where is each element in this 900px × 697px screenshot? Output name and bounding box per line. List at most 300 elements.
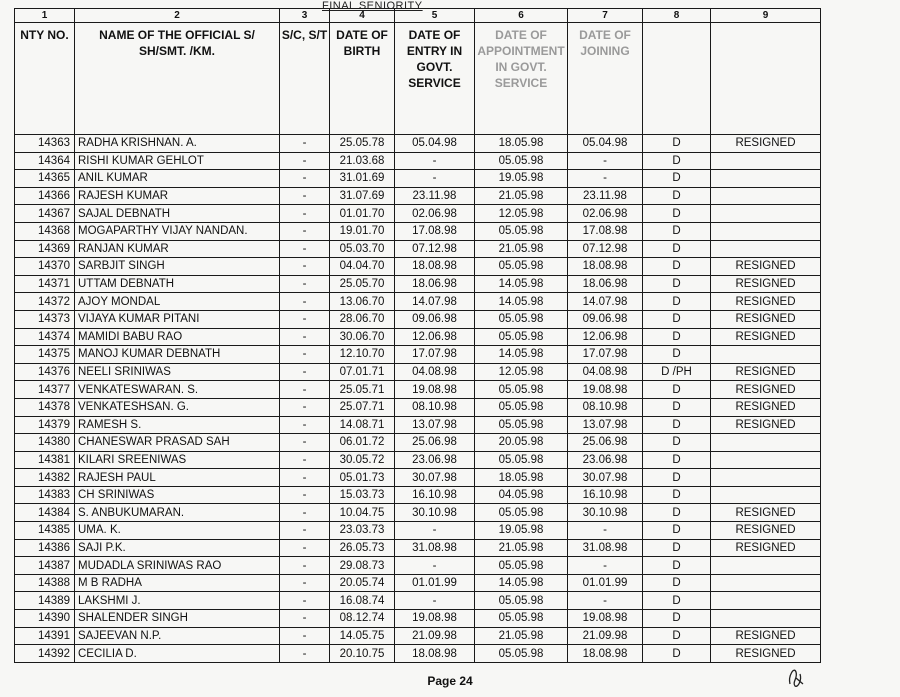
cell-grade: D [643,170,711,188]
cell-dob: 20.05.74 [330,574,395,592]
header-category: S/C, S/T [280,23,330,135]
cell-category: - [280,328,330,346]
cell-sr-no: 14384 [15,504,75,522]
cell-grade: D [643,222,711,240]
cell-appointment-date: 14.05.98 [475,346,568,364]
cell-remarks: RESIGNED [711,504,821,522]
cell-joining-date: 04.08.98 [568,363,643,381]
cell-name: SAJAL DEBNATH [75,205,280,223]
cell-dob: 19.01.70 [330,222,395,240]
cell-name: MUDADLA SRINIWAS RAO [75,557,280,575]
cell-remarks: RESIGNED [711,328,821,346]
cell-name: RISHI KUMAR GEHLOT [75,152,280,170]
cell-remarks: RESIGNED [711,258,821,276]
cell-joining-date: 18.08.98 [568,645,643,663]
cell-remarks: RESIGNED [711,135,821,153]
cell-name: SAJEEVAN N.P. [75,627,280,645]
cell-sr-no: 14381 [15,451,75,469]
cell-dob: 06.01.72 [330,434,395,452]
column-number: 6 [475,9,568,23]
cell-appointment-date: 18.05.98 [475,135,568,153]
cell-entry-date: 01.01.99 [395,574,475,592]
cell-sr-no: 14364 [15,152,75,170]
table-row [15,205,821,223]
table-row [15,328,821,346]
cell-entry-date: - [395,522,475,540]
cell-appointment-date: 18.05.98 [475,469,568,487]
cell-grade: D [643,574,711,592]
cell-sr-no: 14369 [15,240,75,258]
cell-grade: D [643,627,711,645]
cell-appointment-date: 05.05.98 [475,222,568,240]
cell-dob: 29.08.73 [330,557,395,575]
cell-appointment-date: 12.05.98 [475,205,568,223]
cell-joining-date: 17.07.98 [568,346,643,364]
cell-name: UTTAM DEBNATH [75,275,280,293]
table-row [15,152,821,170]
page-footer: Page 24 [427,674,473,688]
cell-appointment-date: 12.05.98 [475,363,568,381]
cell-name: RAJESH KUMAR [75,187,280,205]
cell-remarks: RESIGNED [711,275,821,293]
cell-remarks [711,152,821,170]
cell-grade: D [643,504,711,522]
cell-joining-date: 08.10.98 [568,398,643,416]
cell-joining-date: 19.08.98 [568,381,643,399]
cell-name: S. ANBUKUMARAN. [75,504,280,522]
cell-appointment-date: 21.05.98 [475,539,568,557]
cell-dob: 08.12.74 [330,610,395,628]
cell-remarks: RESIGNED [711,398,821,416]
cell-name: VENKATESWARAN. S. [75,381,280,399]
cell-category: - [280,346,330,364]
cell-category: - [280,205,330,223]
cell-dob: 12.10.70 [330,346,395,364]
cell-category: - [280,187,330,205]
table-row [15,469,821,487]
cell-appointment-date: 04.05.98 [475,486,568,504]
cell-appointment-date: 21.05.98 [475,240,568,258]
cell-joining-date: - [568,170,643,188]
cell-grade: D [643,346,711,364]
cell-entry-date: 18.06.98 [395,275,475,293]
cell-grade: D [643,240,711,258]
cell-category: - [280,398,330,416]
cell-remarks: RESIGNED [711,522,821,540]
cell-name: RAJESH PAUL [75,469,280,487]
table-row [15,170,821,188]
cell-name: SARBJIT SINGH [75,258,280,276]
cell-grade: D [643,557,711,575]
cell-dob: 25.07.71 [330,398,395,416]
cell-sr-no: 14367 [15,205,75,223]
cell-joining-date: 19.08.98 [568,610,643,628]
cell-entry-date: 17.07.98 [395,346,475,364]
cell-sr-no: 14373 [15,310,75,328]
cell-entry-date: 23.06.98 [395,451,475,469]
cell-entry-date: - [395,592,475,610]
cell-appointment-date: 05.05.98 [475,416,568,434]
cell-joining-date: 14.07.98 [568,293,643,311]
cell-remarks: RESIGNED [711,416,821,434]
cell-sr-no: 14383 [15,486,75,504]
table-row [15,310,821,328]
cell-dob: 25.05.71 [330,381,395,399]
cell-grade: D [643,592,711,610]
cell-sr-no: 14386 [15,539,75,557]
table-row [15,627,821,645]
cell-appointment-date: 05.05.98 [475,504,568,522]
table-row [15,645,821,663]
cell-appointment-date: 05.05.98 [475,398,568,416]
cell-category: - [280,152,330,170]
cell-joining-date: 09.06.98 [568,310,643,328]
table-row [15,486,821,504]
cell-joining-date: 02.06.98 [568,205,643,223]
cell-entry-date: 05.04.98 [395,135,475,153]
cell-sr-no: 14390 [15,610,75,628]
cell-appointment-date: 05.05.98 [475,557,568,575]
cell-joining-date: 30.10.98 [568,504,643,522]
cell-remarks: RESIGNED [711,310,821,328]
cell-remarks [711,469,821,487]
column-number: 9 [711,9,821,23]
cell-entry-date: 08.10.98 [395,398,475,416]
column-number: 4 [330,9,395,23]
cell-dob: 04.04.70 [330,258,395,276]
cell-dob: 05.01.73 [330,469,395,487]
cell-grade: D /PH [643,363,711,381]
cell-appointment-date: 21.05.98 [475,627,568,645]
cell-remarks [711,574,821,592]
cell-entry-date: 14.07.98 [395,293,475,311]
table-row [15,275,821,293]
cell-sr-no: 14363 [15,135,75,153]
table-row [15,293,821,311]
cell-appointment-date: 21.05.98 [475,187,568,205]
header-sr-no: NTY NO. [15,23,75,135]
cell-grade: D [643,205,711,223]
cell-sr-no: 14374 [15,328,75,346]
table-row [15,135,821,153]
cell-entry-date: 25.06.98 [395,434,475,452]
cell-entry-date: 13.07.98 [395,416,475,434]
cell-dob: 26.05.73 [330,539,395,557]
cell-grade: D [643,310,711,328]
cell-name: CHANESWAR PRASAD SAH [75,434,280,452]
cell-grade: D [643,486,711,504]
table-row [15,346,821,364]
table-row [15,522,821,540]
cell-grade: D [643,610,711,628]
cell-entry-date: 02.06.98 [395,205,475,223]
cell-sr-no: 14391 [15,627,75,645]
column-number: 2 [75,9,280,23]
cell-category: - [280,469,330,487]
cell-category: - [280,381,330,399]
cell-remarks [711,346,821,364]
cell-remarks [711,222,821,240]
cell-remarks [711,170,821,188]
cell-dob: 28.06.70 [330,310,395,328]
cell-appointment-date: 05.05.98 [475,381,568,399]
cell-dob: 13.06.70 [330,293,395,311]
cell-category: - [280,222,330,240]
cell-appointment-date: 05.05.98 [475,645,568,663]
cell-category: - [280,170,330,188]
table-row [15,240,821,258]
cell-joining-date: 23.11.98 [568,187,643,205]
cell-entry-date: - [395,557,475,575]
cell-sr-no: 14372 [15,293,75,311]
cell-joining-date: - [568,152,643,170]
cell-dob: 23.03.73 [330,522,395,540]
cell-appointment-date: 19.05.98 [475,170,568,188]
cell-entry-date: 19.08.98 [395,610,475,628]
cell-joining-date: - [568,592,643,610]
cell-entry-date: 17.08.98 [395,222,475,240]
cell-remarks: RESIGNED [711,645,821,663]
cell-remarks [711,434,821,452]
cell-grade: D [643,275,711,293]
cell-appointment-date: 14.05.98 [475,574,568,592]
cell-grade: D [643,152,711,170]
cell-entry-date: 16.10.98 [395,486,475,504]
cell-sr-no: 14366 [15,187,75,205]
cell-category: - [280,539,330,557]
cell-category: - [280,645,330,663]
cell-name: RADHA KRISHNAN. A. [75,135,280,153]
cell-appointment-date: 05.05.98 [475,328,568,346]
cell-joining-date: 21.09.98 [568,627,643,645]
table-row [15,398,821,416]
cell-remarks [711,610,821,628]
cell-appointment-date: 05.05.98 [475,592,568,610]
cell-appointment-date: 20.05.98 [475,434,568,452]
cell-remarks [711,205,821,223]
cell-sr-no: 14379 [15,416,75,434]
cell-entry-date: 18.08.98 [395,645,475,663]
cell-category: - [280,258,330,276]
cell-remarks: RESIGNED [711,363,821,381]
cell-appointment-date: 14.05.98 [475,275,568,293]
cell-sr-no: 14377 [15,381,75,399]
cell-dob: 15.03.73 [330,486,395,504]
cell-sr-no: 14378 [15,398,75,416]
table-row [15,451,821,469]
cell-name: CECILIA D. [75,645,280,663]
cell-category: - [280,310,330,328]
cell-category: - [280,240,330,258]
cell-category: - [280,627,330,645]
cell-sr-no: 14376 [15,363,75,381]
cell-name: MANOJ KUMAR DEBNATH [75,346,280,364]
cell-grade: D [643,135,711,153]
cell-sr-no: 14388 [15,574,75,592]
cell-dob: 30.06.70 [330,328,395,346]
cell-dob: 31.01.69 [330,170,395,188]
cell-sr-no: 14371 [15,275,75,293]
cell-category: - [280,135,330,153]
cell-dob: 10.04.75 [330,504,395,522]
cell-joining-date: 18.06.98 [568,275,643,293]
cell-grade: D [643,381,711,399]
cell-dob: 20.10.75 [330,645,395,663]
cell-sr-no: 14382 [15,469,75,487]
cell-remarks: RESIGNED [711,293,821,311]
cell-grade: D [643,328,711,346]
page-title: FINAL SENIORITY [322,0,423,12]
cell-grade: D [643,293,711,311]
cell-appointment-date: 14.05.98 [475,293,568,311]
cell-category: - [280,557,330,575]
cell-entry-date: 21.09.98 [395,627,475,645]
table-row [15,258,821,276]
column-number-row [15,9,821,23]
cell-sr-no: 14370 [15,258,75,276]
cell-category: - [280,293,330,311]
cell-appointment-date: 19.05.98 [475,522,568,540]
cell-dob: 14.08.71 [330,416,395,434]
header-name: NAME OF THE OFFICIAL S/ SH/SMT. /KM. [75,23,280,135]
cell-entry-date: 04.08.98 [395,363,475,381]
cell-grade: D [643,451,711,469]
cell-appointment-date: 05.05.98 [475,310,568,328]
cell-sr-no: 14365 [15,170,75,188]
cell-remarks [711,592,821,610]
cell-entry-date: 31.08.98 [395,539,475,557]
table-row [15,187,821,205]
table-row [15,381,821,399]
column-number: 7 [568,9,643,23]
cell-name: MAMIDI BABU RAO [75,328,280,346]
table-row [15,557,821,575]
cell-name: M B RADHA [75,574,280,592]
cell-name: MOGAPARTHY VIJAY NANDAN. [75,222,280,240]
table-body [15,135,821,663]
table-row [15,222,821,240]
table-row [15,539,821,557]
table-row [15,574,821,592]
cell-entry-date: 19.08.98 [395,381,475,399]
cell-grade: D [643,469,711,487]
cell-dob: 16.08.74 [330,592,395,610]
cell-dob: 31.07.69 [330,187,395,205]
cell-category: - [280,451,330,469]
cell-appointment-date: 05.05.98 [475,258,568,276]
cell-grade: D [643,416,711,434]
table-row [15,592,821,610]
cell-joining-date: 31.08.98 [568,539,643,557]
cell-entry-date: - [395,170,475,188]
cell-dob: 30.05.72 [330,451,395,469]
cell-joining-date: 25.06.98 [568,434,643,452]
cell-grade: D [643,539,711,557]
cell-joining-date: 05.04.98 [568,135,643,153]
cell-sr-no: 14380 [15,434,75,452]
cell-name: VIJAYA KUMAR PITANI [75,310,280,328]
cell-grade: D [643,398,711,416]
cell-dob: 01.01.70 [330,205,395,223]
cell-joining-date: 13.07.98 [568,416,643,434]
cell-grade: D [643,645,711,663]
cell-dob: 07.01.71 [330,363,395,381]
cell-name: LAKSHMI J. [75,592,280,610]
cell-sr-no: 14368 [15,222,75,240]
column-number: 5 [395,9,475,23]
cell-category: - [280,416,330,434]
cell-entry-date: 18.08.98 [395,258,475,276]
cell-appointment-date: 05.05.98 [475,152,568,170]
column-number: 8 [643,9,711,23]
cell-entry-date: 09.06.98 [395,310,475,328]
cell-remarks [711,187,821,205]
cell-category: - [280,275,330,293]
table-row [15,434,821,452]
cell-sr-no: 14389 [15,592,75,610]
cell-category: - [280,610,330,628]
cell-category: - [280,574,330,592]
cell-dob: 21.03.68 [330,152,395,170]
header-row [15,23,821,135]
cell-entry-date: 30.07.98 [395,469,475,487]
cell-joining-date: 17.08.98 [568,222,643,240]
cell-grade: D [643,258,711,276]
cell-category: - [280,522,330,540]
cell-dob: 05.03.70 [330,240,395,258]
seniority-table [14,8,821,663]
cell-name: KILARI SREENIWAS [75,451,280,469]
cell-sr-no: 14375 [15,346,75,364]
cell-sr-no: 14385 [15,522,75,540]
cell-name: RANJAN KUMAR [75,240,280,258]
cell-name: SAJI P.K. [75,539,280,557]
header-col8 [643,23,711,135]
cell-name: VENKATESHSAN. G. [75,398,280,416]
cell-sr-no: 14392 [15,645,75,663]
cell-name: NEELI SRINIWAS [75,363,280,381]
header-remarks [711,23,821,135]
cell-appointment-date: 05.05.98 [475,610,568,628]
table-row [15,363,821,381]
cell-category: - [280,434,330,452]
cell-remarks: RESIGNED [711,627,821,645]
cell-joining-date: 30.07.98 [568,469,643,487]
cell-name: CH SRINIWAS [75,486,280,504]
cell-category: - [280,592,330,610]
cell-dob: 25.05.78 [330,135,395,153]
header-entry: DATE OF ENTRY IN GOVT. SERVICE [395,23,475,135]
cell-joining-date: 16.10.98 [568,486,643,504]
cell-remarks [711,240,821,258]
cell-remarks [711,557,821,575]
header-joining: DATE OF JOINING [568,23,643,135]
cell-remarks [711,486,821,504]
cell-dob: 25.05.70 [330,275,395,293]
cell-entry-date: 30.10.98 [395,504,475,522]
cell-joining-date: 07.12.98 [568,240,643,258]
cell-grade: D [643,522,711,540]
cell-joining-date: - [568,557,643,575]
cell-joining-date: 18.08.98 [568,258,643,276]
cell-category: - [280,486,330,504]
cell-remarks [711,451,821,469]
header-dob: DATE OF BIRTH [330,23,395,135]
cell-sr-no: 14387 [15,557,75,575]
cell-joining-date: 12.06.98 [568,328,643,346]
cell-name: AJOY MONDAL [75,293,280,311]
cell-name: SHALENDER SINGH [75,610,280,628]
